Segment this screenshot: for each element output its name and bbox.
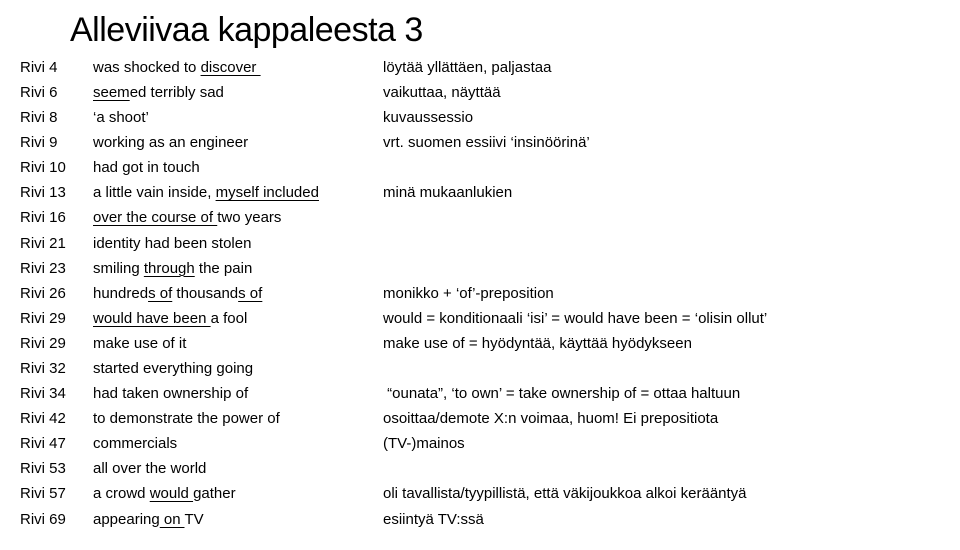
table-row (0, 130, 960, 155)
row-line-label: Rivi 32 (20, 359, 66, 377)
row-phrase (93, 159, 383, 176)
row-phrase (93, 235, 383, 252)
row-line-label: Rivi 8 (20, 109, 58, 127)
row-phrase (93, 134, 383, 151)
table-row (0, 155, 960, 180)
phrase-segment: hundred (93, 284, 149, 302)
row-line-label: Rivi 53 (20, 460, 66, 478)
row-line-label: Rivi 34 (20, 385, 66, 403)
row-note: (TV-)mainos (383, 435, 465, 453)
row-phrase (93, 59, 383, 76)
phrase-segment: two years (217, 209, 282, 227)
row-phrase (93, 109, 383, 126)
table-row (0, 306, 960, 331)
row-note: esiintyä TV:ssä (383, 510, 484, 528)
phrase-segment: working as an engineer (93, 134, 249, 152)
row-phrase (93, 435, 383, 452)
table-row (0, 481, 960, 506)
table-row (0, 180, 960, 205)
row-phrase (93, 285, 383, 302)
row-phrase (93, 460, 383, 477)
table-row (0, 281, 960, 306)
phrase-segment: gather (193, 485, 236, 503)
phrase-segment: a crowd (93, 485, 150, 503)
row-phrase (93, 385, 383, 402)
row-line-label: Rivi 6 (20, 83, 58, 101)
row-line-label: Rivi 26 (20, 284, 66, 302)
phrase-segment: started everything going (93, 359, 254, 377)
row-phrase (93, 335, 383, 352)
row-phrase (93, 310, 383, 327)
row-note: make use of = hyödyntää, käyttää hyödykseen (383, 334, 692, 352)
phrase-segment: ‘a shoot’ (93, 109, 149, 127)
row-note: monikko + ‘of’-preposition (383, 284, 554, 302)
row-line-label: Rivi 9 (20, 134, 58, 152)
underlined-segment: would (149, 485, 194, 503)
table-row (0, 230, 960, 255)
row-note: kuvaussessio (383, 109, 474, 127)
underlined-segment: over the course of (93, 209, 218, 227)
underlined-segment: discover (200, 58, 261, 76)
row-note: osoittaa/demote X:n voimaa, huom! Ei prepositiota (383, 410, 719, 428)
phrase-segment: all over the world (93, 460, 207, 478)
underlined-segment: would have been (93, 309, 211, 327)
phrase-segment: had taken ownership of (93, 385, 249, 403)
phrase-segment: the pain (194, 259, 253, 277)
phrase-segment: ed terribly sad (129, 83, 224, 101)
phrase-segment: was shocked to (93, 58, 201, 76)
phrase-segment: to demonstrate the power of (93, 410, 280, 428)
phrase-segment: smiling (93, 259, 144, 277)
underlined-segment: seem (93, 83, 130, 101)
underlined-segment: on (159, 510, 185, 528)
row-line-label: Rivi 29 (20, 334, 66, 352)
table-row (0, 256, 960, 281)
row-line-label: Rivi 4 (20, 58, 58, 76)
page-title: Alleviivaa kappaleesta 3 (70, 11, 423, 49)
row-phrase (93, 360, 383, 377)
row-note: “ounata”, ‘to own’ = take ownership of = ottaa haltuun (383, 385, 741, 403)
row-phrase (93, 511, 383, 528)
row-phrase (93, 209, 383, 226)
table-row (0, 506, 960, 531)
row-phrase (93, 485, 383, 502)
underlined-segment: s of (148, 284, 173, 302)
row-phrase (93, 84, 383, 101)
underlined-segment: through (143, 259, 195, 277)
phrase-segment: a fool (210, 309, 248, 327)
row-line-label: Rivi 13 (20, 184, 66, 202)
row-phrase (93, 184, 383, 201)
phrase-segment: TV (184, 510, 204, 528)
row-note: vaikuttaa, näyttää (383, 83, 501, 101)
phrase-segment: identity had been stolen (93, 234, 252, 252)
row-note: löytää yllättäen, paljastaa (383, 58, 552, 76)
phrase-segment: appearing (93, 510, 160, 528)
row-phrase (93, 260, 383, 277)
table-row (0, 356, 960, 381)
row-note: minä mukaanlukien (383, 184, 513, 202)
row-line-label: Rivi 29 (20, 309, 66, 327)
table-row (0, 55, 960, 80)
table-row (0, 456, 960, 481)
row-line-label: Rivi 16 (20, 209, 66, 227)
table-row (0, 80, 960, 105)
row-note: vrt. suomen essiivi ‘insinöörinä’ (383, 134, 590, 152)
row-line-label: Rivi 47 (20, 435, 66, 453)
table-row (0, 331, 960, 356)
table-row (0, 406, 960, 431)
table-row (0, 105, 960, 130)
row-line-label: Rivi 57 (20, 485, 66, 503)
table-row (0, 431, 960, 456)
phrase-segment: had got in touch (93, 159, 200, 177)
phrase-segment: commercials (93, 435, 178, 453)
table-row (0, 205, 960, 230)
phrase-segment: thousand (172, 284, 239, 302)
row-line-label: Rivi 42 (20, 410, 66, 428)
underlined-segment: s of (238, 284, 263, 302)
table-row (0, 381, 960, 406)
row-line-label: Rivi 23 (20, 259, 66, 277)
vocabulary-table (0, 55, 960, 532)
row-note: oli tavallista/tyypillistä, että väkijoukkoa alkoi kerääntyä (383, 485, 747, 503)
row-note: would = konditionaali ‘isi’ = would have been = ‘olisin ollut’ (383, 309, 768, 327)
row-line-label: Rivi 21 (20, 234, 66, 252)
phrase-segment: make use of it (93, 334, 187, 352)
row-line-label: Rivi 10 (20, 159, 66, 177)
slide (0, 10, 960, 550)
row-line-label: Rivi 69 (20, 510, 66, 528)
row-phrase (93, 410, 383, 427)
phrase-segment: a little vain inside, (93, 184, 216, 202)
underlined-segment: myself included (215, 184, 319, 202)
